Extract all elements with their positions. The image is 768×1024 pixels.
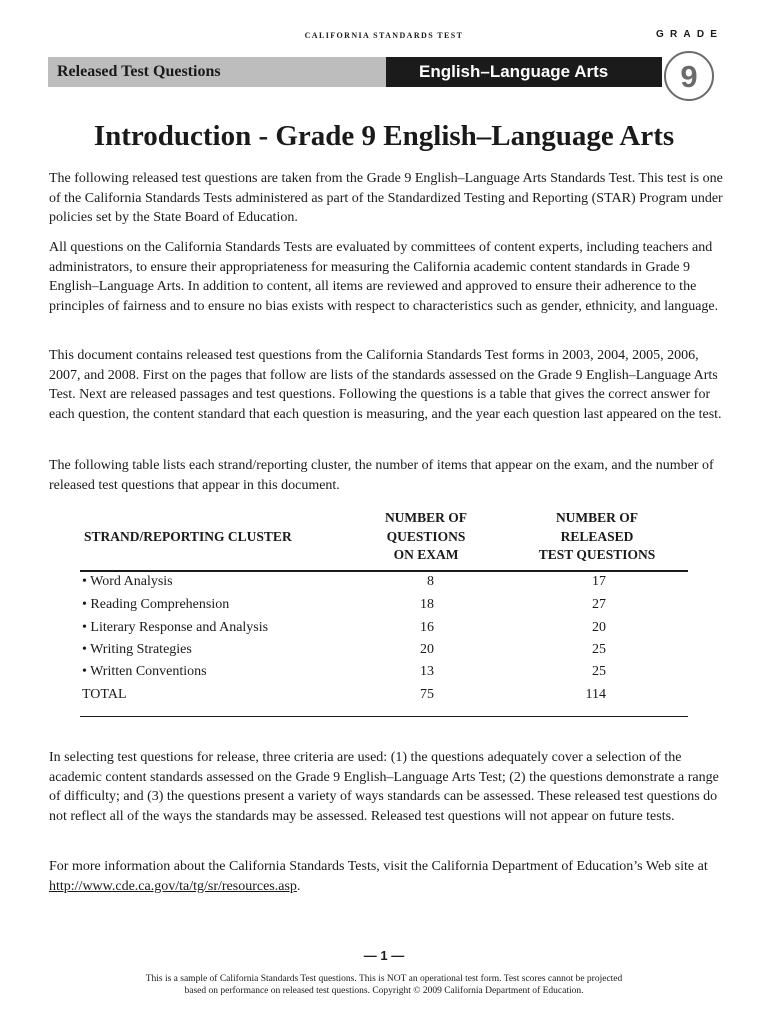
header-questions: [362, 509, 490, 565]
row-strand: TOTAL: [82, 687, 127, 702]
cde-resources-link[interactable]: http://www.cde.ca.gov/ta/tg/sr/resources.asp: [49, 878, 297, 894]
row-released: 25: [592, 664, 606, 679]
more-info-end: .: [296, 878, 301, 894]
page-title: Introduction - Grade 9 English–Language Arts: [93, 120, 675, 152]
row-released: 25: [592, 642, 606, 657]
row-questions: 8: [427, 574, 434, 589]
row-strand: • Word Analysis: [82, 574, 173, 589]
table-row: [80, 664, 688, 686]
page-number: — 1 —: [363, 948, 405, 963]
paragraph-more-info: [49, 857, 729, 896]
header-released-line: TEST QUESTIONS: [538, 547, 656, 562]
header-questions-line: QUESTIONS: [386, 528, 466, 544]
header-questions-line: ON EXAM: [393, 547, 459, 562]
header-questions-line: NUMBER OF: [384, 510, 468, 525]
row-released: 27: [592, 597, 606, 612]
paragraph-evaluation: All questions on the California Standards Tests are evaluated by committees of content experts, including teachers and administrators, to ensure their appropriateness for measuring the California academic content standards in Grade 9 English–Language Arts. In addition to content, all items are reviewed and approved to ensure their adherence to the principles of fairness and to ensure no bias exists with respect to characteristics such as gender, ethnicity, and language.: [49, 240, 719, 314]
banner-right-label: English–Language Arts: [419, 62, 609, 81]
row-strand: • Writing Strategies: [82, 642, 192, 657]
header-released-line: RELEASED: [560, 528, 634, 544]
more-info-text: For more information about the California Standards Tests, visit the California Department of Education’s Web site at: [49, 859, 708, 874]
grade-number: 9: [680, 58, 698, 94]
footer-line: based on performance on released test questions. Copyright © 2009 California Department of Education.: [184, 986, 584, 996]
row-strand: • Reading Comprehension: [82, 597, 230, 612]
row-questions: 75: [420, 687, 434, 702]
header-released: [520, 509, 674, 565]
row-strand: • Written Conventions: [82, 664, 207, 679]
paragraph-table-intro: The following table lists each strand/reporting cluster, the number of items that appear on the exam, and the number of released test questions that appear in this document.: [49, 458, 714, 493]
header-strand: STRAND/REPORTING CLUSTER: [84, 529, 292, 544]
row-questions: 18: [420, 597, 434, 612]
row-released: 20: [592, 620, 606, 635]
grade-badge: [664, 51, 714, 101]
footer-disclaimer: [0, 973, 768, 997]
table-row: [80, 597, 688, 619]
section-banner: [48, 57, 688, 87]
top-header: [0, 31, 768, 43]
row-questions: 20: [420, 642, 434, 657]
test-name-label: CALIFORNIA STANDARDS TEST: [304, 31, 464, 40]
table-rule-bottom: [80, 716, 688, 717]
banner-left: [48, 57, 386, 87]
header-released-line: NUMBER OF: [555, 510, 639, 525]
row-questions: 16: [420, 620, 434, 635]
row-released: 114: [585, 687, 606, 702]
row-questions: 13: [420, 664, 434, 679]
table-row: [80, 642, 688, 664]
banner-right: [386, 57, 662, 87]
row-strand: • Literary Response and Analysis: [82, 620, 269, 635]
table-rule-top: [80, 570, 688, 572]
paragraph-criteria: In selecting test questions for release, three criteria are used: (1) the questions adequately cover a selection of the academic content standards assessed on the Grade 9 English–Language Arts Test; (2) the questions demonstrate a range of difficulty; and (3) the questions present a variety of ways standards can be assessed. These released test questions do not reflect all of the ways the standards may be assessed. Released test questions will not appear on future tests.: [49, 750, 719, 824]
paragraph-contents: This document contains released test questions from the California Standards Test forms in 2003, 2004, 2005, 2006, 2007, and 2008. First on the pages that follow are lists of the standards assessed on the Grade 9 English–Language Arts Test. Next are released passages and test questions. Following the questions is a table that gives the correct answer for each question, the content standard that each question is measuring, and the year each question last appeared on the test.: [49, 348, 722, 422]
paragraph-intro: The following released test questions are taken from the Grade 9 English–Language Arts Standards Test. This test is one of the California Standards Tests administered as part of the Standardized Testing and Reporting (STAR) Program under policies set by the State Board of Education.: [49, 171, 723, 225]
grade-word-label: GRADE: [656, 29, 724, 40]
row-released: 17: [592, 574, 606, 589]
table-row: [80, 620, 688, 642]
footer-line: This is a sample of California Standards Test questions. This is NOT an operational test form. Test scores cannot be projected: [145, 974, 623, 984]
banner-left-label: Released Test Questions: [57, 63, 221, 80]
table-row-total: [80, 687, 688, 709]
table-row: [80, 574, 688, 596]
